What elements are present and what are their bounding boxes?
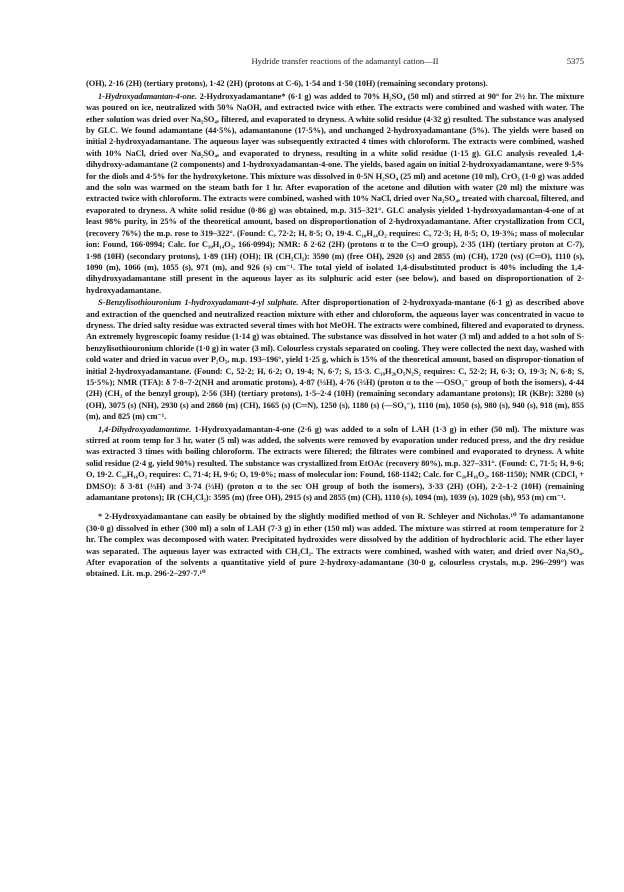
paragraph-text: 2-Hydroxyadamantane* (6·1 g) was added to 70% H₂SO₄ (50 ml) and stirred at 90° for 2½ hr. The mixture was poured on ice, neutralized with 50% NaOH, and extracted twice with ether. The extracts were combined and washed with water. The ether solution was dried over Na₂SO₄, filtered, and evaporated to dryness. A white solid residue (4·32 g) resulted. The substance was analysed by GLC. We found adamantane (44·5%), adamantanone (17·5%), and unchanged 2-hydroxyadamantane (5%). The yields were based on initial 2-hydroxyadamantane. The aqueous layer was subsequently extracted 4 times with chloroform. The extracts were combined, washed with 10% NaCl, dried over Na₂SO₄, and evaporated to dryness, resulting in a white solid residue (1·15 g). GLC analysis revealed 1,4-dihydroxy-adamantane (2 components) and 1-hydroxyadamantan-4-one. The yields, based again on initial 2-hydroxyadamantane, were 9·5% for the diols and 4·5% for the hydroxyketone. This mixture was dissolved in 0·5N H₂SO₄ (25 ml) and acetone (10 ml), CrO₃ (1·0 g) was added and the soln was warmed on the steam bath for 1 hr. After evaporation of the acetone and dilution with water (20 ml) the mixture was extracted twice with chloroform. The extracts were combined, washed with 10% NaCl, dried over Na₂SO₄, treated with charcoal, filtered, and evaporated to dryness. A white solid residue (0·86 g) was obtained, m.p. 315–321°. GLC analysis yielded 1-hydroxyadamantan-4-one of at least 98% purity, in 25% of the theoretical amount, based on disproportionation of 2-hydroxyadamantane. After crystallization from CCl₄ (recovery 76%) the m.p. rose to 319–322°. (Found: C, 72·2; H, 8·5; O, 19·4. C₁₀H₁₄O₂ requires: C, 72·3; H, 8·5; O, 19·3%; mass of molecular ion: Found, 166·0994; Calc. for C₁₀H₁₄O₂, 166·0994); NMR: δ 2·62 (2H) (protons α to the C═O group), 2·35 (1H) (tertiary proton at C-7), 1·98 (10H) (secondary protons), 1·89 (1H) (OH); IR (CH₂Cl₂): 3590 (m) (free OH), 2920 (s) and 2855 (m) (CH), 1720 (vs) (C═O), 1110 (s), 1090 (m), 1066 (m), 1055 (s), 971 (m), and 926 (s) cm⁻¹. The total yield of isolated 1,4-disubstituted product is 40% including the 1,4-dihydroxyadamantane still present in the aqueous layer as its sulphuric acid ester (see below), and based on disproportionation of 2-hydroxyadamantane. [86,91,584,295]
paragraph-hydroxyadamantanone [86,91,584,296]
paragraph-isothiouronium-sulphate [86,297,584,422]
paragraph-heading: 1,4-Dihydroxyadamantane. [98,424,192,434]
footnote: * 2-Hydroxyadamantane can easily be obtained by the slightly modified method of von R. Schleyer and Nicholas.¹⁰ To adamantanone (30·0 g) dissolved in ether (300 ml) a soln of LAH (7·3 g) in ether (150 ml) was added. The mixture was stirred at room temperature for 2 hr. The complex was decomposed with water. Precipitated hydroxides were dissolved by the addition of hydrochloric acid. The ether layer was separated. The aqueous layer was extracted with CH₂Cl₂. The extracts were combined, washed with water, and dried over Na₂SO₄. After evaporation of the solvents a quantitative yield of pure 2-hydroxy-adamantane (30·0 g, colourless crystals, m.p. 296–299°) was obtained. Lit. m.p. 296·2–297·7.¹⁰ [86,512,584,579]
running-head [86,56,584,67]
paragraph-dihydroxyadamantane [86,424,584,504]
paragraph-heading: 1-Hydroxyadamantan-4-one. [98,91,198,101]
paragraph-text: After disproportionation of 2-hydroxyada-mantane (6·1 g) as described above and extraction of the quenched and neutralized reaction mixture with ether and chloroform, the aqueous layer was concentrated in vacuo to dryness. The dried salty residue was extracted several times with hot MeOH. The extracts were combined, filtered and evaporated to dryness. An extremely hygroscopic foamy residue (1·14 g) was obtained. The substance was dissolved in hot water (3 ml) and added to a hot soln of S-benzylisothiouronium chloride (1·0 g) in water (3 ml). Colourless crystals separated on cooling. They were collected the next day, washed with cold water and dried in vacuo over P₂O₅, m.p. 193–196°, yield 1·25 g, which is 15% of the theoretical amount, based on dispropor-tionation of initial 2-hydroxyadamantane. (Found: C, 52·2; H, 6·2; O, 19·4; N, 6·7; S, 15·3. C₁₈H₂₆O₅N₂S₂ requires: C, 52·2; H, 6·3; O, 19·3; N, 6·8; S, 15·5%); NMR (TFA): δ 7·8–7·2(NH and aromatic protons), 4·87 (⅓H), 4·76 (⅔H) (proton α to the —OSO₃⁻ group of both the isomers), 4·44 (2H) (CH₂ of the benzyl group), 2·56 (3H) (tertiary protons), 1·5–2·4 (10H) (remaining secondary adamantane protons); IR (KBr): 3280 (s) (OH), 3075 (s) (NH), 2930 (s) and 2860 (m) (CH), 1665 (s) (C═N), 1250 (s), 1180 (s) (—SO₃⁻), 1110 (m), 1050 (s), 980 (s), 940 (s), 918 (m), 855 (m), and 825 (m) cm⁻¹. [86,298,584,422]
paragraph-continuation [86,78,584,89]
page-number: 5375 [566,56,584,66]
running-title: Hydride transfer reactions of the adamantyl cation—II [251,56,439,66]
paragraph-text: 1-Hydroxyadamantan-4-one (2·6 g) was added to a soln of LAH (1·3 g) in ether (50 ml). The mixture was stirred at room temp for 3 hr, water (5 ml) was added, the solvents were removed by evaporation under reduced press, and the dry residue was extracted 3 times with boiling chloroform. The extracts were filtered; the filtrates were combined and evaporated to dryness. A white solid residue (2·4 g, yield 90%) resulted. The substance was crystallized from EtOAc (recovery 80%), m.p. 327–331°. (Found: C, 71·5; H, 9·6; O, 19·2. C₁₀H₁₆O₂ requires: C, 71·4; H, 9·6; O, 19·0%; mass of molecular ion: Found, 168·1142; Calc. for C₁₀H₁₆O₂, 168·1150); NMR (CDCl₃ + DMSO): δ 3·81 (⅓H) and 3·74 (⅔H) (proton α to the sec OH group of both the isomers), 3·33 (2H) (OH), 2·2–1·2 (10H) (remaining adamantane protons); IR (CH₂Cl₂): 3595 (m) (free OH), 2915 (s) and 2855 (m) (CH), 1110 (s), 1094 (m), 1039 (s), 1029 (sh), 953 (m) cm⁻¹. [86,424,584,503]
paragraph-text: (OH), 2·16 (2H) (tertiary protons), 1·42 (2H) (protons at C-6), 1·54 and 1·50 (10H) (remaining secondary protons). [86,79,488,89]
paragraph-heading: S-Benzylisothiouronium 1-hydroxyadamant-4-yl sulphate. [98,298,299,308]
